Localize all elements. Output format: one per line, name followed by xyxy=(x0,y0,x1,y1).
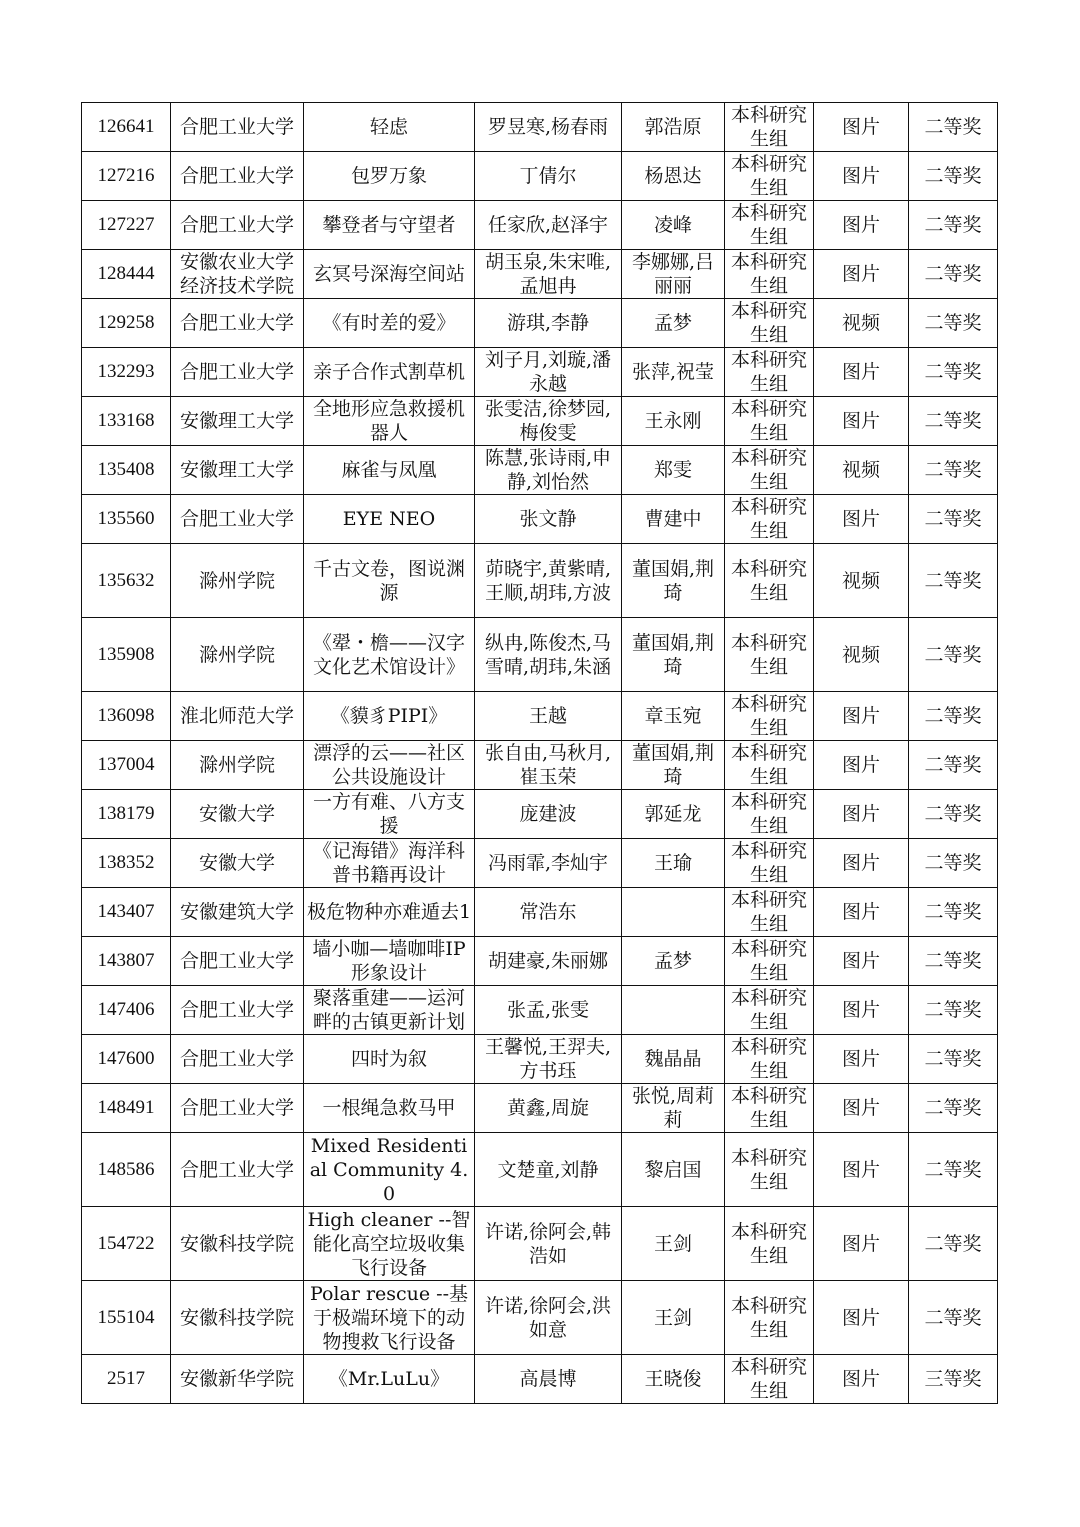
cell-school: 滁州学院 xyxy=(171,618,304,692)
table-row xyxy=(82,888,998,937)
cell-school: 合肥工业大学 xyxy=(171,495,304,544)
cell-award: 二等奖 xyxy=(909,1084,998,1133)
cell-school: 安徽理工大学 xyxy=(171,446,304,495)
cell-work-title: 极危物种亦难遁去1 xyxy=(304,888,475,937)
cell-award: 二等奖 xyxy=(909,495,998,544)
cell-group: 本科研究生组 xyxy=(725,103,814,152)
cell-work-title: 玄冥号深海空间站 xyxy=(304,250,475,299)
table-row xyxy=(82,397,998,446)
cell-group: 本科研究生组 xyxy=(725,937,814,986)
cell-school: 合肥工业大学 xyxy=(171,986,304,1035)
cell-authors: 胡建豪,朱丽娜 xyxy=(475,937,622,986)
cell-award: 二等奖 xyxy=(909,250,998,299)
cell-school: 安徽大学 xyxy=(171,839,304,888)
cell-entry-id: 129258 xyxy=(82,299,171,348)
cell-award: 二等奖 xyxy=(909,397,998,446)
cell-group: 本科研究生组 xyxy=(725,1035,814,1084)
table-row xyxy=(82,250,998,299)
cell-group: 本科研究生组 xyxy=(725,495,814,544)
cell-entry-id: 136098 xyxy=(82,692,171,741)
cell-advisor: 李娜娜,吕丽丽 xyxy=(622,250,725,299)
cell-work-type: 图片 xyxy=(814,103,909,152)
cell-work-type: 图片 xyxy=(814,1355,909,1404)
cell-award: 二等奖 xyxy=(909,1207,998,1281)
cell-award: 二等奖 xyxy=(909,692,998,741)
cell-authors: 王馨悦,王羿夫,方书珏 xyxy=(475,1035,622,1084)
cell-award: 二等奖 xyxy=(909,1281,998,1355)
table-row xyxy=(82,201,998,250)
cell-work-title: High cleaner --智能化高空垃圾收集飞行设备 xyxy=(304,1207,475,1281)
table-row xyxy=(82,692,998,741)
cell-work-type: 图片 xyxy=(814,201,909,250)
cell-authors: 许诺,徐阿会,韩浩如 xyxy=(475,1207,622,1281)
cell-group: 本科研究生组 xyxy=(725,986,814,1035)
cell-school: 合肥工业大学 xyxy=(171,152,304,201)
cell-group: 本科研究生组 xyxy=(725,1133,814,1207)
cell-work-type: 图片 xyxy=(814,1084,909,1133)
cell-advisor: 王晓俊 xyxy=(622,1355,725,1404)
cell-work-title: 一方有难、八方支援 xyxy=(304,790,475,839)
cell-award: 二等奖 xyxy=(909,446,998,495)
cell-work-type: 图片 xyxy=(814,888,909,937)
cell-award: 二等奖 xyxy=(909,201,998,250)
cell-award: 二等奖 xyxy=(909,888,998,937)
cell-work-type: 图片 xyxy=(814,937,909,986)
cell-group: 本科研究生组 xyxy=(725,618,814,692)
cell-school: 安徽大学 xyxy=(171,790,304,839)
cell-work-type: 视频 xyxy=(814,544,909,618)
cell-authors: 罗昱寒,杨春雨 xyxy=(475,103,622,152)
cell-advisor: 郑雯 xyxy=(622,446,725,495)
table-row xyxy=(82,937,998,986)
cell-work-title: Polar rescue --基于极端环境下的动物搜救飞行设备 xyxy=(304,1281,475,1355)
cell-work-title: 全地形应急救援机器人 xyxy=(304,397,475,446)
cell-work-title: 墙小咖—墙咖啡IP形象设计 xyxy=(304,937,475,986)
cell-work-type: 图片 xyxy=(814,1281,909,1355)
cell-work-title: EYE NEO xyxy=(304,495,475,544)
cell-work-type: 视频 xyxy=(814,618,909,692)
cell-advisor: 章玉宛 xyxy=(622,692,725,741)
cell-authors: 黄鑫,周旋 xyxy=(475,1084,622,1133)
cell-entry-id: 138352 xyxy=(82,839,171,888)
cell-school: 合肥工业大学 xyxy=(171,937,304,986)
cell-group: 本科研究生组 xyxy=(725,741,814,790)
cell-work-title: 攀登者与守望者 xyxy=(304,201,475,250)
cell-advisor: 王瑜 xyxy=(622,839,725,888)
cell-group: 本科研究生组 xyxy=(725,1355,814,1404)
cell-advisor: 董国娟,荆琦 xyxy=(622,544,725,618)
cell-work-type: 图片 xyxy=(814,1133,909,1207)
table-row xyxy=(82,1133,998,1207)
cell-work-type: 图片 xyxy=(814,839,909,888)
cell-advisor: 王剑 xyxy=(622,1207,725,1281)
cell-entry-id: 148491 xyxy=(82,1084,171,1133)
cell-work-type: 图片 xyxy=(814,790,909,839)
cell-entry-id: 135908 xyxy=(82,618,171,692)
cell-entry-id: 127216 xyxy=(82,152,171,201)
cell-entry-id: 138179 xyxy=(82,790,171,839)
cell-school: 合肥工业大学 xyxy=(171,348,304,397)
table-body xyxy=(82,103,998,1404)
cell-entry-id: 2517 xyxy=(82,1355,171,1404)
cell-entry-id: 143407 xyxy=(82,888,171,937)
cell-school: 淮北师范大学 xyxy=(171,692,304,741)
cell-work-title: 聚落重建——运河畔的古镇更新计划 xyxy=(304,986,475,1035)
cell-work-title: 四时为叙 xyxy=(304,1035,475,1084)
cell-advisor xyxy=(622,986,725,1035)
cell-work-type: 图片 xyxy=(814,495,909,544)
cell-group: 本科研究生组 xyxy=(725,1207,814,1281)
table-row xyxy=(82,495,998,544)
cell-group: 本科研究生组 xyxy=(725,152,814,201)
cell-group: 本科研究生组 xyxy=(725,1281,814,1355)
cell-award: 二等奖 xyxy=(909,299,998,348)
cell-authors: 高晨博 xyxy=(475,1355,622,1404)
cell-authors: 茆晓宇,黄紫晴,王顺,胡玮,方波 xyxy=(475,544,622,618)
table-row xyxy=(82,986,998,1035)
cell-school: 滁州学院 xyxy=(171,544,304,618)
cell-advisor: 王永刚 xyxy=(622,397,725,446)
cell-group: 本科研究生组 xyxy=(725,299,814,348)
cell-award: 二等奖 xyxy=(909,152,998,201)
cell-authors: 游琪,李静 xyxy=(475,299,622,348)
cell-school: 安徽建筑大学 xyxy=(171,888,304,937)
cell-advisor: 董国娟,荆琦 xyxy=(622,618,725,692)
cell-school: 安徽理工大学 xyxy=(171,397,304,446)
cell-advisor: 孟梦 xyxy=(622,299,725,348)
cell-advisor: 凌峰 xyxy=(622,201,725,250)
cell-entry-id: 148586 xyxy=(82,1133,171,1207)
cell-authors: 陈慧,张诗雨,申静,刘怡然 xyxy=(475,446,622,495)
cell-authors: 王越 xyxy=(475,692,622,741)
table-row xyxy=(82,1281,998,1355)
cell-group: 本科研究生组 xyxy=(725,692,814,741)
awards-table xyxy=(81,102,998,1404)
cell-group: 本科研究生组 xyxy=(725,348,814,397)
table-row xyxy=(82,348,998,397)
cell-work-type: 图片 xyxy=(814,152,909,201)
cell-entry-id: 126641 xyxy=(82,103,171,152)
cell-entry-id: 147600 xyxy=(82,1035,171,1084)
cell-group: 本科研究生组 xyxy=(725,1084,814,1133)
cell-work-title: 《记海错》海洋科普书籍再设计 xyxy=(304,839,475,888)
cell-advisor: 曹建中 xyxy=(622,495,725,544)
cell-school: 合肥工业大学 xyxy=(171,1035,304,1084)
cell-work-type: 图片 xyxy=(814,348,909,397)
cell-authors: 许诺,徐阿会,洪如意 xyxy=(475,1281,622,1355)
cell-school: 合肥工业大学 xyxy=(171,103,304,152)
cell-entry-id: 137004 xyxy=(82,741,171,790)
cell-school: 合肥工业大学 xyxy=(171,1133,304,1207)
table-row xyxy=(82,152,998,201)
table-row xyxy=(82,446,998,495)
cell-advisor: 王剑 xyxy=(622,1281,725,1355)
cell-advisor: 孟梦 xyxy=(622,937,725,986)
cell-authors: 张自由,马秋月,崔玉荣 xyxy=(475,741,622,790)
cell-group: 本科研究生组 xyxy=(725,201,814,250)
table-row xyxy=(82,1084,998,1133)
table-row xyxy=(82,618,998,692)
cell-entry-id: 135632 xyxy=(82,544,171,618)
cell-advisor: 张悦,周莉莉 xyxy=(622,1084,725,1133)
cell-work-title: 亲子合作式割草机 xyxy=(304,348,475,397)
cell-school: 安徽农业大学经济技术学院 xyxy=(171,250,304,299)
cell-group: 本科研究生组 xyxy=(725,544,814,618)
cell-work-title: 《貘豸PIPI》 xyxy=(304,692,475,741)
cell-authors: 常浩东 xyxy=(475,888,622,937)
cell-work-title: 一根绳急救马甲 xyxy=(304,1084,475,1133)
cell-work-title: 《有时差的爱》 xyxy=(304,299,475,348)
cell-advisor: 魏晶晶 xyxy=(622,1035,725,1084)
cell-work-title: 漂浮的云——社区公共设施设计 xyxy=(304,741,475,790)
cell-school: 合肥工业大学 xyxy=(171,201,304,250)
cell-group: 本科研究生组 xyxy=(725,250,814,299)
cell-group: 本科研究生组 xyxy=(725,446,814,495)
table-row xyxy=(82,103,998,152)
cell-group: 本科研究生组 xyxy=(725,839,814,888)
cell-advisor xyxy=(622,888,725,937)
cell-award: 二等奖 xyxy=(909,348,998,397)
cell-group: 本科研究生组 xyxy=(725,790,814,839)
cell-award: 三等奖 xyxy=(909,1355,998,1404)
table-row xyxy=(82,741,998,790)
cell-work-title: 包罗万象 xyxy=(304,152,475,201)
cell-advisor: 董国娟,荆琦 xyxy=(622,741,725,790)
cell-entry-id: 147406 xyxy=(82,986,171,1035)
cell-authors: 文楚童,刘静 xyxy=(475,1133,622,1207)
cell-work-type: 图片 xyxy=(814,250,909,299)
cell-work-type: 图片 xyxy=(814,1207,909,1281)
table-row xyxy=(82,1355,998,1404)
cell-authors: 刘子月,刘璇,潘永越 xyxy=(475,348,622,397)
cell-advisor: 杨恩达 xyxy=(622,152,725,201)
cell-award: 二等奖 xyxy=(909,986,998,1035)
cell-work-type: 图片 xyxy=(814,986,909,1035)
cell-work-type: 视频 xyxy=(814,446,909,495)
cell-authors: 任家欣,赵泽宇 xyxy=(475,201,622,250)
cell-award: 二等奖 xyxy=(909,103,998,152)
cell-advisor: 黎启国 xyxy=(622,1133,725,1207)
cell-advisor: 张萍,祝莹 xyxy=(622,348,725,397)
cell-advisor: 郭延龙 xyxy=(622,790,725,839)
cell-school: 合肥工业大学 xyxy=(171,1084,304,1133)
cell-entry-id: 133168 xyxy=(82,397,171,446)
cell-entry-id: 143807 xyxy=(82,937,171,986)
cell-work-title: 《Mr.LuLu》 xyxy=(304,1355,475,1404)
table-row xyxy=(82,299,998,348)
cell-school: 安徽科技学院 xyxy=(171,1207,304,1281)
cell-work-title: Mixed Residential Community 4.0 xyxy=(304,1133,475,1207)
cell-award: 二等奖 xyxy=(909,1133,998,1207)
cell-work-title: 《翚・檐——汉字文化艺术馆设计》 xyxy=(304,618,475,692)
table-row xyxy=(82,1035,998,1084)
cell-group: 本科研究生组 xyxy=(725,888,814,937)
cell-entry-id: 128444 xyxy=(82,250,171,299)
cell-work-type: 图片 xyxy=(814,397,909,446)
table-row xyxy=(82,790,998,839)
table-row xyxy=(82,839,998,888)
cell-award: 二等奖 xyxy=(909,790,998,839)
cell-work-type: 图片 xyxy=(814,741,909,790)
cell-authors: 纵冉,陈俊杰,马雪晴,胡玮,朱涵 xyxy=(475,618,622,692)
cell-authors: 张孟,张雯 xyxy=(475,986,622,1035)
cell-entry-id: 155104 xyxy=(82,1281,171,1355)
cell-authors: 丁倩尔 xyxy=(475,152,622,201)
cell-work-title: 麻雀与凤凰 xyxy=(304,446,475,495)
cell-entry-id: 154722 xyxy=(82,1207,171,1281)
cell-work-type: 视频 xyxy=(814,299,909,348)
cell-entry-id: 135560 xyxy=(82,495,171,544)
cell-award: 二等奖 xyxy=(909,937,998,986)
cell-school: 安徽新华学院 xyxy=(171,1355,304,1404)
cell-work-title: 轻虑 xyxy=(304,103,475,152)
cell-authors: 庞建波 xyxy=(475,790,622,839)
cell-work-type: 图片 xyxy=(814,692,909,741)
cell-work-type: 图片 xyxy=(814,1035,909,1084)
cell-authors: 胡玉泉,朱宋唯,孟旭冉 xyxy=(475,250,622,299)
cell-authors: 张文静 xyxy=(475,495,622,544)
cell-advisor: 郭浩原 xyxy=(622,103,725,152)
cell-entry-id: 132293 xyxy=(82,348,171,397)
cell-group: 本科研究生组 xyxy=(725,397,814,446)
cell-authors: 张雯洁,徐梦园,梅俊雯 xyxy=(475,397,622,446)
cell-authors: 冯雨霏,李灿宇 xyxy=(475,839,622,888)
cell-school: 合肥工业大学 xyxy=(171,299,304,348)
cell-work-title: 千古文卷，图说渊源 xyxy=(304,544,475,618)
cell-award: 二等奖 xyxy=(909,1035,998,1084)
cell-award: 二等奖 xyxy=(909,544,998,618)
cell-entry-id: 135408 xyxy=(82,446,171,495)
cell-award: 二等奖 xyxy=(909,618,998,692)
cell-school: 滁州学院 xyxy=(171,741,304,790)
cell-entry-id: 127227 xyxy=(82,201,171,250)
cell-award: 二等奖 xyxy=(909,741,998,790)
cell-school: 安徽科技学院 xyxy=(171,1281,304,1355)
cell-award: 二等奖 xyxy=(909,839,998,888)
table-row xyxy=(82,544,998,618)
table-row xyxy=(82,1207,998,1281)
